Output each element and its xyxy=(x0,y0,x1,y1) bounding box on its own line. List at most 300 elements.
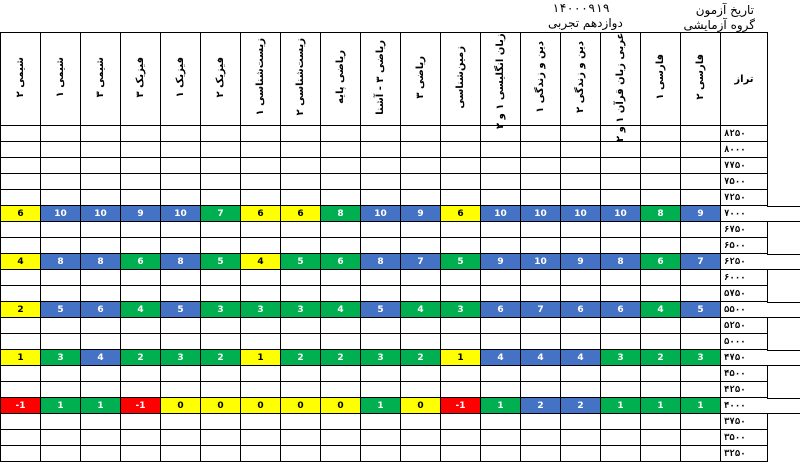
score-cell xyxy=(201,142,241,158)
score-cell xyxy=(361,142,401,158)
column-header xyxy=(201,33,241,126)
score-cell: 0 xyxy=(401,398,441,414)
score-cell: 3 xyxy=(441,302,481,318)
score-cell xyxy=(121,238,161,254)
score-cell: -1 xyxy=(1,398,41,414)
score-cell xyxy=(41,190,81,206)
score-cell xyxy=(401,222,441,238)
score-cell xyxy=(561,334,601,350)
score-cell xyxy=(201,382,241,398)
score-cell xyxy=(361,414,401,430)
score-cell xyxy=(561,126,601,142)
score-cell xyxy=(41,446,81,462)
score-cell xyxy=(681,126,721,142)
taraz-value: ۶۷۵۰ xyxy=(721,222,768,238)
score-cell xyxy=(201,414,241,430)
score-cell xyxy=(401,334,441,350)
score-cell: 1 xyxy=(641,398,681,414)
score-cell xyxy=(441,414,481,430)
score-cell xyxy=(241,222,281,238)
score-cell xyxy=(161,430,201,446)
taraz-value: ۷۰۰۰ xyxy=(721,206,768,222)
score-cell xyxy=(321,414,361,430)
score-cell xyxy=(441,222,481,238)
score-cell xyxy=(481,222,521,238)
taraz-value: ۸۰۰۰ xyxy=(721,142,768,158)
score-cell xyxy=(321,286,361,302)
score-cell xyxy=(681,318,721,334)
score-cell xyxy=(601,366,641,382)
score-cell: 8 xyxy=(641,206,681,222)
score-cell xyxy=(601,446,641,462)
score-cell xyxy=(161,270,201,286)
table-row xyxy=(1,446,768,462)
score-cell xyxy=(641,238,681,254)
score-cell xyxy=(641,190,681,206)
score-cell: 5 xyxy=(201,254,241,270)
score-cell xyxy=(241,366,281,382)
score-cell xyxy=(81,366,121,382)
score-cell xyxy=(121,270,161,286)
score-cell: 2 xyxy=(281,350,321,366)
score-cell: 10 xyxy=(81,206,121,222)
score-cell xyxy=(361,446,401,462)
score-cell xyxy=(81,334,121,350)
score-cell xyxy=(481,430,521,446)
column-header-label: ریاضی پایه xyxy=(335,50,346,104)
table-row xyxy=(1,430,768,446)
table-header-row xyxy=(1,33,768,126)
score-cell xyxy=(201,222,241,238)
taraz-value: ۴۵۰۰ xyxy=(721,366,768,382)
score-cell xyxy=(681,142,721,158)
score-cell xyxy=(241,430,281,446)
score-cell xyxy=(41,318,81,334)
score-cell xyxy=(561,238,601,254)
score-cell xyxy=(81,142,121,158)
score-cell xyxy=(561,286,601,302)
score-cell xyxy=(281,382,321,398)
score-cell: 9 xyxy=(561,254,601,270)
score-cell xyxy=(441,446,481,462)
score-cell: 2 xyxy=(321,350,361,366)
score-cell xyxy=(121,430,161,446)
row-extension-line xyxy=(767,365,800,366)
score-cell xyxy=(161,238,201,254)
score-cell: 2 xyxy=(1,302,41,318)
column-header xyxy=(241,33,281,126)
score-cell xyxy=(481,238,521,254)
score-cell xyxy=(1,142,41,158)
score-cell xyxy=(161,126,201,142)
table-row xyxy=(1,174,768,190)
score-cell xyxy=(321,382,361,398)
score-cell: 3 xyxy=(681,350,721,366)
score-cell xyxy=(601,318,641,334)
score-cell: 6 xyxy=(601,302,641,318)
score-cell xyxy=(281,334,321,350)
score-cell xyxy=(81,318,121,334)
column-header-label: زمین‌شناسی xyxy=(455,45,466,109)
score-cell: 6 xyxy=(321,254,361,270)
score-cell xyxy=(41,222,81,238)
score-cell: 4 xyxy=(81,350,121,366)
score-cell xyxy=(681,286,721,302)
score-cell xyxy=(641,446,681,462)
table-row xyxy=(1,222,768,238)
score-cell xyxy=(481,174,521,190)
score-cell xyxy=(161,382,201,398)
table-row xyxy=(1,142,768,158)
score-cell xyxy=(201,446,241,462)
taraz-value: ۶۵۰۰ xyxy=(721,238,768,254)
score-cell: 6 xyxy=(641,254,681,270)
score-cell: 3 xyxy=(241,302,281,318)
score-cell: 6 xyxy=(121,254,161,270)
score-cell: 10 xyxy=(41,206,81,222)
score-cell xyxy=(521,382,561,398)
score-cell xyxy=(681,174,721,190)
column-header xyxy=(81,33,121,126)
score-cell xyxy=(361,222,401,238)
column-header xyxy=(161,33,201,126)
score-cell: 8 xyxy=(161,254,201,270)
score-cell xyxy=(561,318,601,334)
score-cell xyxy=(641,382,681,398)
score-cell xyxy=(161,334,201,350)
score-cell xyxy=(641,270,681,286)
score-cell xyxy=(321,270,361,286)
table-row xyxy=(1,206,768,222)
score-cell: 7 xyxy=(201,206,241,222)
score-cell: 4 xyxy=(241,254,281,270)
table-row xyxy=(1,382,768,398)
score-cell xyxy=(561,446,601,462)
score-cell xyxy=(561,366,601,382)
score-cell xyxy=(681,222,721,238)
score-cell xyxy=(441,430,481,446)
score-cell xyxy=(521,366,561,382)
column-header-label: فیزیک ۱ xyxy=(175,56,186,98)
score-cell: 5 xyxy=(361,302,401,318)
row-extension-line xyxy=(767,221,800,222)
score-cell xyxy=(561,270,601,286)
table-row xyxy=(1,414,768,430)
score-cell xyxy=(281,270,321,286)
taraz-value: ۵۲۵۰ xyxy=(721,318,768,334)
score-cell xyxy=(401,286,441,302)
score-cell: 1 xyxy=(1,350,41,366)
column-header xyxy=(561,33,601,126)
score-cell xyxy=(201,126,241,142)
score-cell xyxy=(601,430,641,446)
score-cell xyxy=(161,222,201,238)
row-extension-line xyxy=(767,254,800,255)
score-cell: 10 xyxy=(481,206,521,222)
score-cell: 3 xyxy=(281,302,321,318)
score-cell xyxy=(521,158,561,174)
score-cell: 4 xyxy=(641,302,681,318)
column-header-label: عربی زبان قرآن ۱ و ۲ xyxy=(615,33,626,143)
score-cell xyxy=(401,446,441,462)
score-cell: 6 xyxy=(81,302,121,318)
score-cell: 5 xyxy=(161,302,201,318)
table-row xyxy=(1,366,768,382)
table-row xyxy=(1,270,768,286)
score-cell xyxy=(81,158,121,174)
taraz-value: ۴۷۵۰ xyxy=(721,350,768,366)
score-cell xyxy=(521,238,561,254)
column-header-label: زبان انگلیسی ۱ و ۲ xyxy=(495,33,506,129)
score-cell xyxy=(281,126,321,142)
column-header-label: شیمی ۳ xyxy=(95,56,106,98)
column-header-label: فارسی ۲ xyxy=(695,54,706,100)
score-cell: 9 xyxy=(681,206,721,222)
score-cell: 1 xyxy=(241,350,281,366)
score-cell xyxy=(241,334,281,350)
taraz-value: ۷۵۰۰ xyxy=(721,174,768,190)
score-cell xyxy=(281,158,321,174)
score-cell xyxy=(561,142,601,158)
table-row xyxy=(1,398,768,414)
score-cell xyxy=(601,222,641,238)
exam-group-value: دوازدهم تجربی xyxy=(548,16,623,30)
score-cell: 4 xyxy=(521,350,561,366)
score-cell xyxy=(361,366,401,382)
score-cell xyxy=(201,270,241,286)
score-cell xyxy=(361,286,401,302)
score-cell xyxy=(641,222,681,238)
score-cell xyxy=(321,142,361,158)
score-cell xyxy=(121,366,161,382)
column-header xyxy=(681,33,721,126)
score-cell xyxy=(1,334,41,350)
score-cell xyxy=(241,238,281,254)
score-cell xyxy=(481,158,521,174)
score-cell xyxy=(681,238,721,254)
taraz-header: تراز xyxy=(721,33,768,126)
score-cell: 8 xyxy=(81,254,121,270)
score-cell xyxy=(441,318,481,334)
score-cell: 9 xyxy=(481,254,521,270)
score-cell xyxy=(41,334,81,350)
table-row xyxy=(1,158,768,174)
score-cell xyxy=(281,222,321,238)
taraz-value: ۵۷۵۰ xyxy=(721,286,768,302)
score-cell xyxy=(441,270,481,286)
exam-group-label: گروه آزمایشی xyxy=(683,18,755,32)
row-extension-line xyxy=(767,302,800,303)
score-cell xyxy=(1,238,41,254)
score-cell xyxy=(81,174,121,190)
score-cell xyxy=(281,174,321,190)
score-cell xyxy=(161,190,201,206)
score-cell xyxy=(401,238,441,254)
score-cell xyxy=(361,318,401,334)
score-cell xyxy=(641,174,681,190)
score-cell xyxy=(321,190,361,206)
score-cell xyxy=(1,270,41,286)
score-cell: 5 xyxy=(441,254,481,270)
score-cell xyxy=(1,158,41,174)
score-cell xyxy=(441,142,481,158)
score-cell: 7 xyxy=(401,254,441,270)
taraz-value: ۶۲۵۰ xyxy=(721,254,768,270)
score-cell xyxy=(121,174,161,190)
score-cell xyxy=(521,430,561,446)
score-cell: 8 xyxy=(321,206,361,222)
score-cell xyxy=(41,430,81,446)
score-cell xyxy=(241,286,281,302)
score-cell: 9 xyxy=(121,206,161,222)
table-row xyxy=(1,334,768,350)
score-cell xyxy=(321,366,361,382)
column-header-label: زیست‌شناسی ۱ xyxy=(255,38,266,116)
score-cell xyxy=(601,190,641,206)
score-cell xyxy=(121,222,161,238)
score-cell: 1 xyxy=(81,398,121,414)
score-cell xyxy=(521,174,561,190)
score-cell xyxy=(521,414,561,430)
exam-date-value: ۱۴۰۰۰۹۱۹ xyxy=(552,1,610,15)
score-cell xyxy=(441,382,481,398)
score-cell xyxy=(561,174,601,190)
score-cell: 4 xyxy=(401,302,441,318)
score-cell: 4 xyxy=(481,350,521,366)
score-cell: 2 xyxy=(641,350,681,366)
score-cell xyxy=(41,158,81,174)
score-cell xyxy=(481,270,521,286)
score-cell xyxy=(601,174,641,190)
score-cell: 8 xyxy=(361,254,401,270)
score-cell xyxy=(361,174,401,190)
score-cell xyxy=(121,414,161,430)
table-row xyxy=(1,254,768,270)
column-header-label: دین و زندگی ۱ xyxy=(535,41,546,113)
score-cell xyxy=(41,142,81,158)
score-cell: 6 xyxy=(441,206,481,222)
score-cell xyxy=(1,430,41,446)
column-header-label: فیزیک ۳ xyxy=(135,56,146,98)
score-cell xyxy=(321,126,361,142)
score-cell: 7 xyxy=(681,254,721,270)
score-cell xyxy=(361,238,401,254)
column-header-label: زیست‌شناسی ۲ xyxy=(295,38,306,116)
score-cell xyxy=(521,334,561,350)
score-cell xyxy=(681,430,721,446)
score-cell: 10 xyxy=(161,206,201,222)
score-cell xyxy=(321,334,361,350)
score-cell: 1 xyxy=(441,350,481,366)
score-cell xyxy=(401,270,441,286)
score-cell: 10 xyxy=(521,254,561,270)
score-cell xyxy=(401,174,441,190)
score-cell xyxy=(121,334,161,350)
table-row xyxy=(1,286,768,302)
score-cell xyxy=(161,414,201,430)
score-cell xyxy=(641,318,681,334)
score-cell xyxy=(81,238,121,254)
score-cell xyxy=(41,366,81,382)
score-cell: 8 xyxy=(41,254,81,270)
row-extension-line xyxy=(767,206,800,207)
score-cell xyxy=(641,366,681,382)
score-cell xyxy=(161,174,201,190)
score-cell xyxy=(521,126,561,142)
score-cell: 0 xyxy=(241,398,281,414)
score-cell xyxy=(321,446,361,462)
score-cell: 0 xyxy=(161,398,201,414)
score-cell xyxy=(241,142,281,158)
score-cell xyxy=(241,382,281,398)
score-cell xyxy=(601,158,641,174)
score-cell xyxy=(481,446,521,462)
score-cell xyxy=(81,222,121,238)
column-header xyxy=(521,33,561,126)
score-cell xyxy=(241,270,281,286)
score-cell xyxy=(241,318,281,334)
score-cell xyxy=(681,366,721,382)
score-cell xyxy=(481,190,521,206)
score-cell xyxy=(681,334,721,350)
score-cell xyxy=(161,158,201,174)
score-cell xyxy=(201,366,241,382)
score-cell xyxy=(561,190,601,206)
table-row xyxy=(1,302,768,318)
score-cell xyxy=(121,190,161,206)
column-header xyxy=(41,33,81,126)
column-header xyxy=(601,33,641,143)
score-cell xyxy=(1,126,41,142)
score-cell xyxy=(41,414,81,430)
score-cell xyxy=(601,414,641,430)
score-cell: 7 xyxy=(521,302,561,318)
score-cell xyxy=(161,366,201,382)
score-cell xyxy=(441,334,481,350)
row-extension-line xyxy=(767,413,800,414)
score-cell xyxy=(441,174,481,190)
score-cell xyxy=(241,190,281,206)
score-cell xyxy=(401,318,441,334)
score-cell: 8 xyxy=(601,254,641,270)
row-extension-line xyxy=(767,398,800,399)
score-cell: 0 xyxy=(281,398,321,414)
score-cell xyxy=(41,286,81,302)
score-cell: 6 xyxy=(241,206,281,222)
score-cell: 1 xyxy=(601,398,641,414)
score-cell xyxy=(161,318,201,334)
score-cell xyxy=(1,190,41,206)
score-cell xyxy=(441,126,481,142)
score-cell xyxy=(121,158,161,174)
score-cell xyxy=(601,382,641,398)
score-cell xyxy=(281,414,321,430)
score-cell xyxy=(81,414,121,430)
taraz-value: ۷۷۵۰ xyxy=(721,158,768,174)
score-cell xyxy=(521,270,561,286)
score-cell xyxy=(321,318,361,334)
score-cell xyxy=(281,366,321,382)
score-cell xyxy=(441,190,481,206)
score-cell xyxy=(41,126,81,142)
score-cell xyxy=(121,318,161,334)
column-header-label: ریاضی ۳ - آشنا xyxy=(375,39,386,115)
score-cell xyxy=(561,222,601,238)
column-header-label: شیمی ۲ xyxy=(15,56,26,98)
score-cell xyxy=(601,270,641,286)
score-cell: 2 xyxy=(201,350,241,366)
score-cell xyxy=(1,222,41,238)
